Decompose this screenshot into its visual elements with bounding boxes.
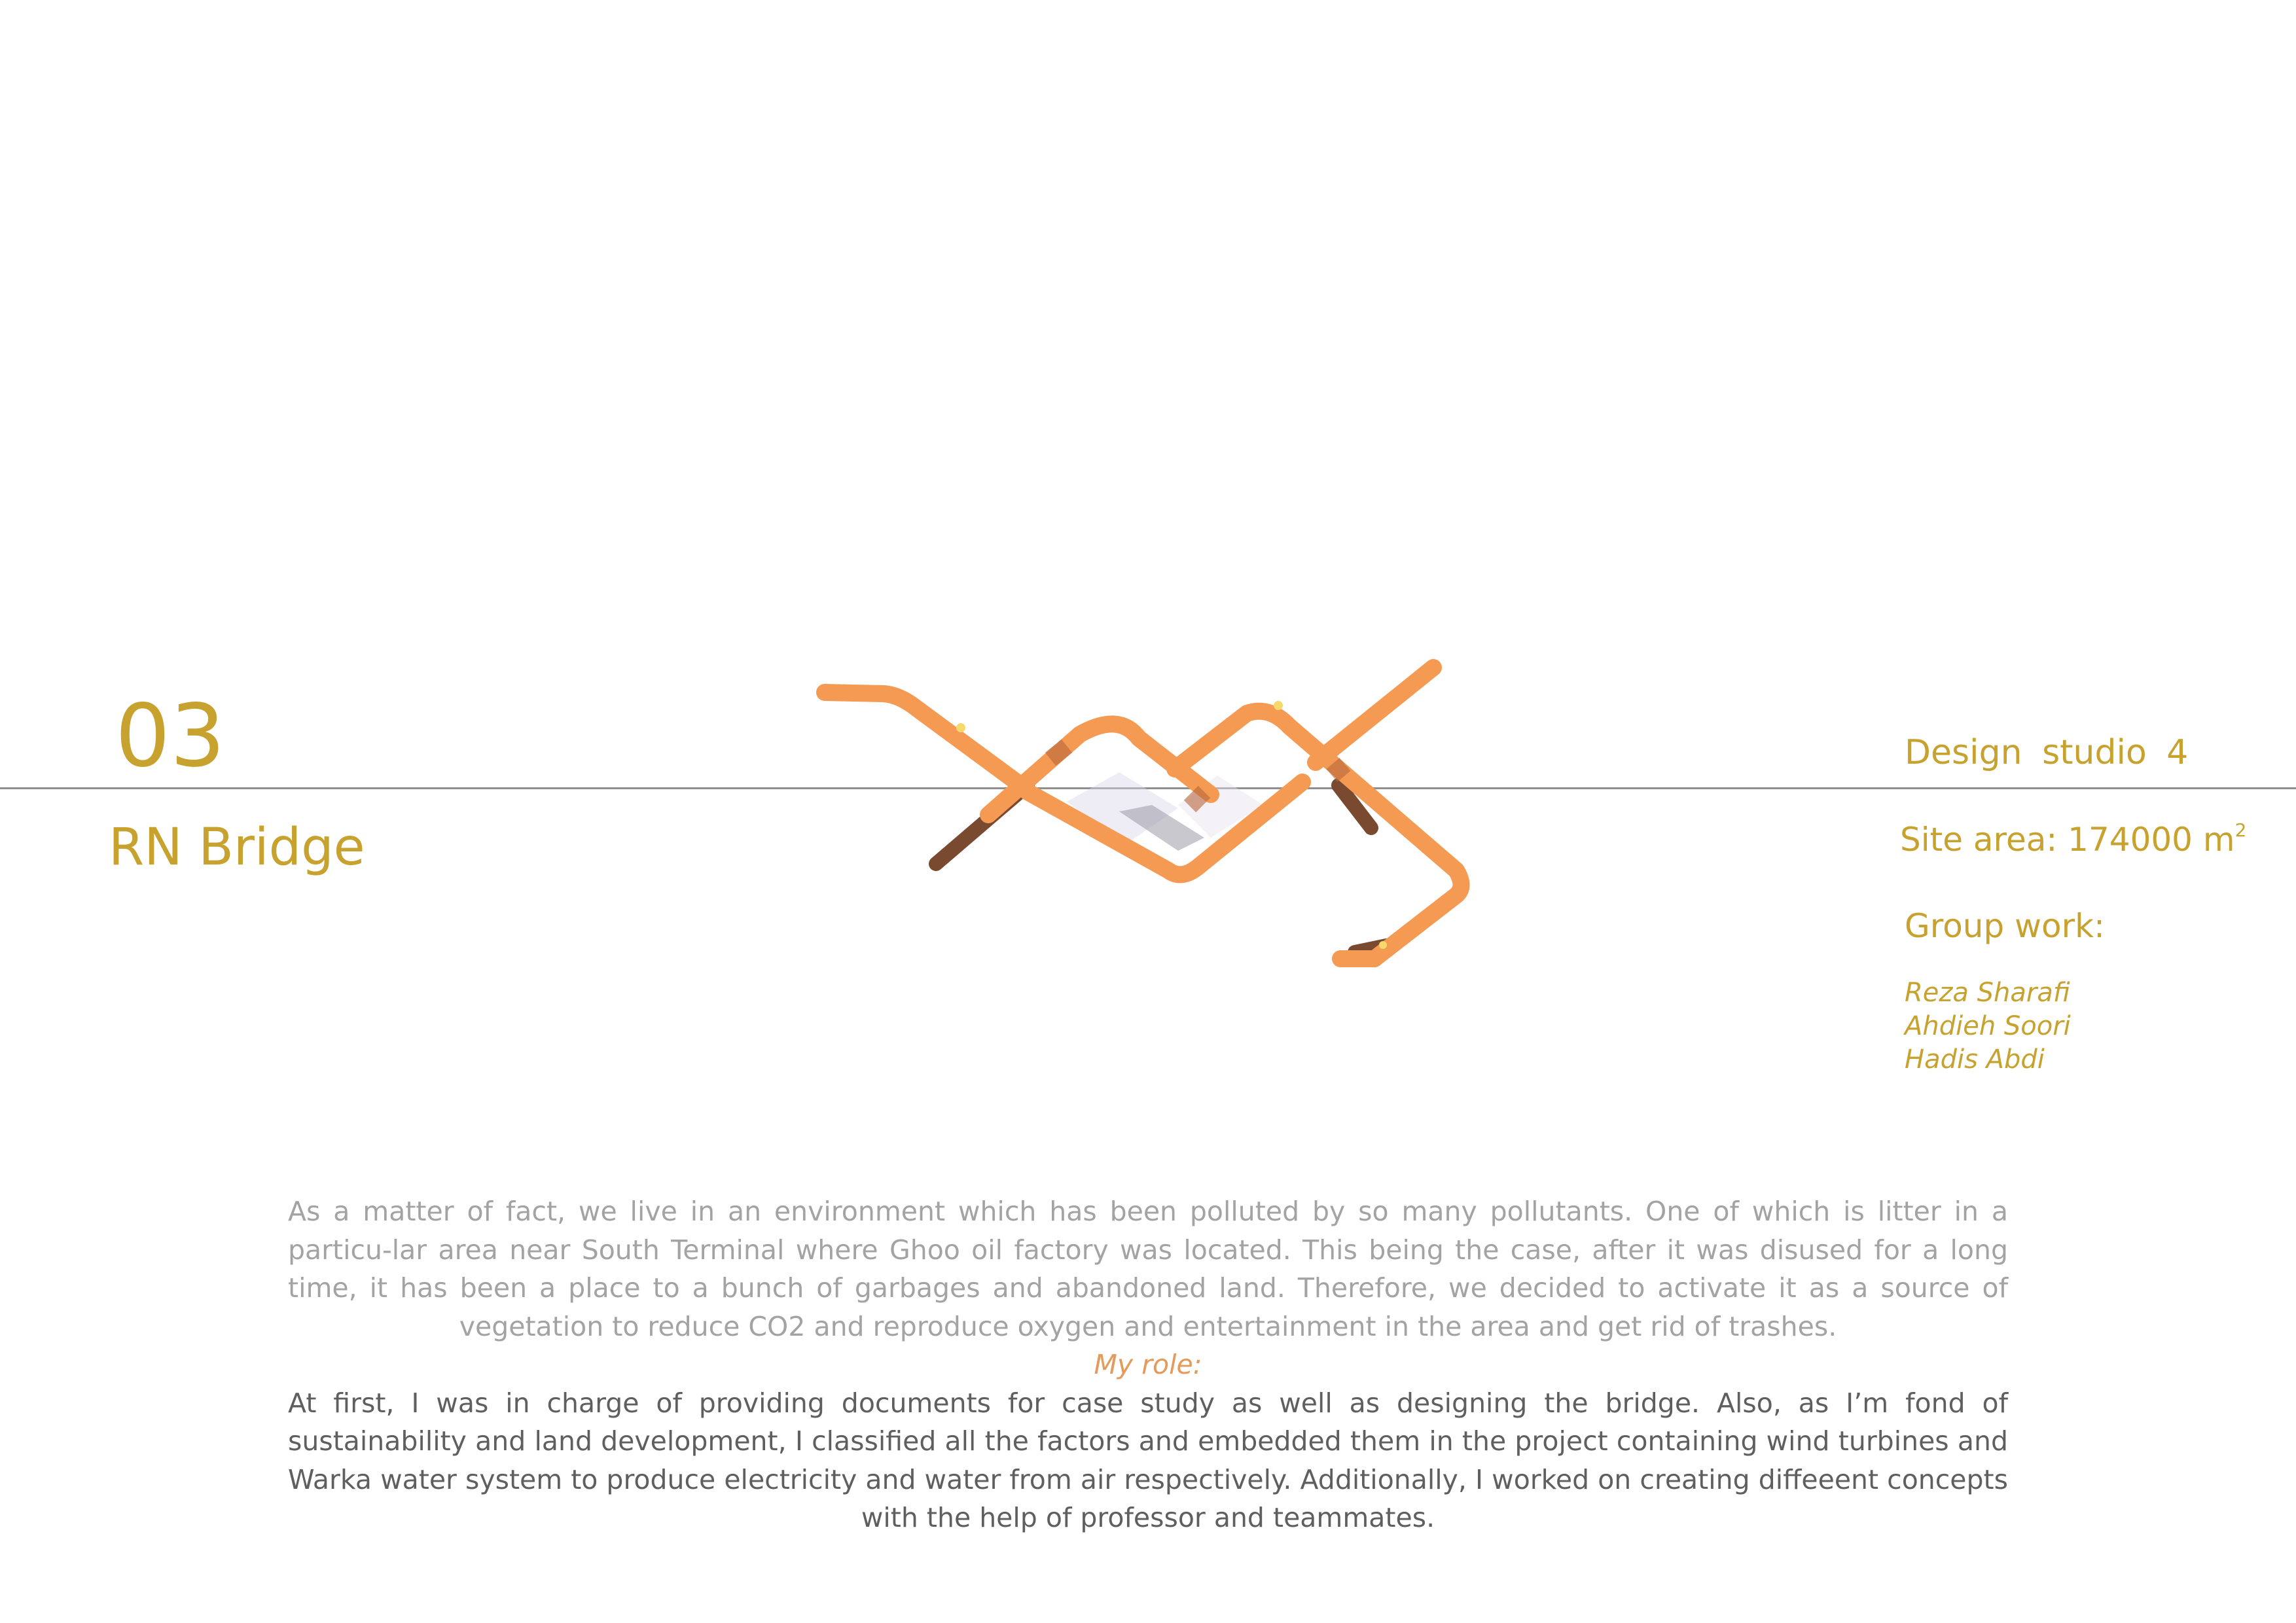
bridge-illustration <box>812 654 1479 982</box>
project-title: RN Bridge <box>109 818 365 877</box>
role-heading: My role: <box>1094 1349 1202 1380</box>
intro-paragraph: As a matter of fact, we live in an environment which has been polluted by so many pollutants. One of which is litter in a particu-lar area near South Terminal where Ghoo oil factory was located. This being the case, after it was disused for a long time, it has been a place to a bunch of garbages and abandoned land. Therefore, we decided to activate it as a source of vegetation to reduce CO2 and reproduce oxygen and entertainment in the area and get rid of trashes. <box>288 1196 2008 1342</box>
group-members-list <box>1905 976 2071 1077</box>
bridge-ribbon-northeast <box>1316 668 1433 762</box>
project-description <box>288 1192 2008 1537</box>
bridge-ribbon-east-loop <box>1175 711 1462 959</box>
site-area-label <box>1900 817 2246 863</box>
project-number: 03 <box>115 686 225 787</box>
site-area-unit-superscript: 2 <box>2234 819 2247 841</box>
group-member: Hadis Abdi <box>1905 1044 2045 1075</box>
site-area-text: Site area: 174000 m <box>1900 821 2235 859</box>
studio-label: Design studio 4 <box>1905 733 2189 772</box>
role-paragraph: At first, I was in charge of providing documents for case study as well as designing the bridge. Also, as I’m fond of sustainability and land development, I classified all the factors and embedded them in the project containing wind turbines and Warka water system to produce electricity and water from air respectively. Additionally, I worked on creating diffeeent concepts with the help of professor and teammates. <box>288 1387 2008 1533</box>
group-member: Reza Sharafi <box>1905 978 2070 1008</box>
bridge-ribbon-west <box>825 692 1021 785</box>
group-work-heading: Group work: <box>1905 907 2105 945</box>
group-member: Ahdieh Soori <box>1905 1011 2071 1041</box>
